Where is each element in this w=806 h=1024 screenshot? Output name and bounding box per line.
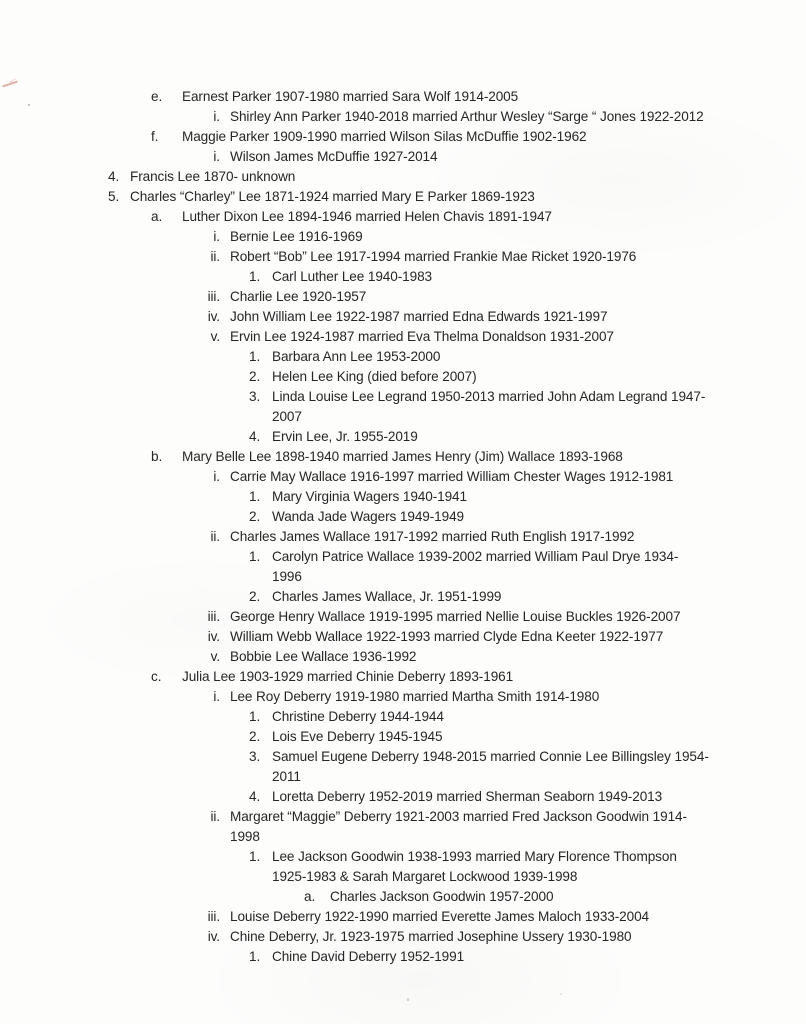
list-item (0, 647, 806, 667)
list-marker: ii. (210, 249, 220, 264)
list-marker: i. (213, 689, 220, 704)
list-item-line: Ervin Lee, Jr. 1955-2019 (272, 429, 418, 444)
list-item-text (230, 687, 599, 707)
list-item-text (272, 507, 464, 527)
list-marker: v. (210, 329, 220, 344)
list-item-text (230, 107, 704, 127)
list-marker: b. (151, 449, 163, 464)
list-marker: a. (304, 889, 316, 904)
list-marker: iv. (207, 309, 220, 324)
list-item-line: Lee Roy Deberry 1919-1980 married Martha Smith 1914-1980 (230, 689, 600, 704)
list-item (0, 127, 806, 147)
list-item-text (230, 287, 366, 307)
list-item-line: Wilson James McDuffie 1927-2014 (230, 149, 438, 164)
list-item (0, 147, 806, 167)
list-item-text (230, 627, 663, 647)
list-item (0, 207, 806, 227)
list-item-text (230, 247, 636, 267)
list-item-line: Carolyn Patrice Wallace 1939-2002 married William Paul Drye 1934- (272, 549, 679, 564)
list-item (0, 187, 806, 207)
list-item-line: Mary Virginia Wagers 1940-1941 (272, 489, 467, 504)
list-item (0, 627, 806, 647)
list-item-line: Chine David Deberry 1952-1991 (272, 949, 465, 964)
list-item (0, 687, 806, 707)
list-marker: 2. (249, 589, 261, 604)
list-marker: 1. (249, 849, 261, 864)
list-item-line: Carl Luther Lee 1940-1983 (272, 269, 432, 284)
list-marker: iii. (207, 289, 220, 304)
list-marker: 3. (249, 749, 261, 764)
list-item (0, 87, 806, 107)
list-item-line: George Henry Wallace 1919-1995 married Nellie Louise Buckles 1926-2007 (230, 609, 681, 624)
list-item-line: William Webb Wallace 1922-1993 married Clyde Edna Keeter 1922-1977 (230, 629, 664, 644)
list-item-line: Charlie Lee 1920-1957 (230, 289, 367, 304)
list-item-text (230, 607, 680, 627)
list-item (0, 707, 806, 727)
list-item-line: Robert “Bob” Lee 1917-1994 married Frankie Mae Ricket 1920-1976 (230, 249, 637, 264)
list-item-text (230, 467, 673, 487)
list-item-text (182, 127, 587, 147)
list-marker: 1. (249, 269, 261, 284)
list-item-line: Earnest Parker 1907-1980 married Sara Wolf 1914-2005 (182, 89, 519, 104)
list-marker: 4. (249, 429, 261, 444)
list-marker: 1. (249, 489, 261, 504)
list-marker: 1. (249, 709, 261, 724)
list-item-line: John William Lee 1922-1987 married Edna Edwards 1921-1997 (230, 309, 608, 324)
list-item-text (182, 207, 552, 227)
list-item-text (230, 647, 416, 667)
list-item-line: 2011 (272, 769, 301, 784)
list-item-text (130, 167, 295, 187)
list-item (0, 387, 806, 427)
list-item (0, 287, 806, 307)
list-item-text (272, 347, 440, 367)
list-marker: 4. (249, 789, 261, 804)
list-item (0, 427, 806, 447)
list-item-text (230, 927, 632, 947)
list-item-text (272, 547, 678, 587)
list-item-text (230, 147, 437, 167)
list-item-text (230, 327, 614, 347)
list-marker: iii. (207, 909, 220, 924)
list-marker: i. (213, 109, 220, 124)
list-marker: i. (213, 149, 220, 164)
list-item-text (330, 887, 553, 907)
list-marker: iii. (207, 609, 220, 624)
list-item (0, 787, 806, 807)
list-item (0, 747, 806, 787)
list-item-line: Lee Jackson Goodwin 1938-1993 married Mary Florence Thompson (272, 849, 677, 864)
list-item (0, 727, 806, 747)
list-item (0, 807, 806, 847)
list-item-text (182, 87, 518, 107)
list-item-line: Samuel Eugene Deberry 1948-2015 married Connie Lee Billingsley 1954- (272, 749, 709, 764)
list-item (0, 507, 806, 527)
list-item (0, 667, 806, 687)
list-item (0, 607, 806, 627)
list-item-line: 1998 (230, 829, 260, 844)
list-item-text (230, 227, 363, 247)
list-item-text (272, 487, 467, 507)
list-item (0, 267, 806, 287)
genealogy-outline-list (0, 87, 806, 967)
list-item-line: Christine Deberry 1944-1944 (272, 709, 444, 724)
list-item (0, 307, 806, 327)
list-item-line: Chine Deberry, Jr. 1923-1975 married Josephine Ussery 1930-1980 (230, 929, 632, 944)
scan-artifact-speck (407, 998, 409, 1001)
list-item (0, 447, 806, 467)
list-marker: a. (151, 209, 163, 224)
list-item (0, 327, 806, 347)
list-item (0, 887, 806, 907)
list-marker: 2. (249, 369, 261, 384)
list-item-line: Charles James Wallace, Jr. 1951-1999 (272, 589, 502, 604)
list-item (0, 547, 806, 587)
list-marker: 1. (249, 349, 261, 364)
list-item-text (272, 787, 662, 807)
list-item-line: Ervin Lee 1924-1987 married Eva Thelma Donaldson 1931-2007 (230, 329, 614, 344)
list-marker: iv. (207, 629, 220, 644)
list-item-text (272, 267, 432, 287)
list-item-text (182, 447, 623, 467)
list-item-line: Charles Jackson Goodwin 1957-2000 (330, 889, 554, 904)
list-marker: e. (151, 89, 163, 104)
list-marker: f. (151, 129, 159, 144)
list-item-text (272, 427, 418, 447)
list-item-line: Mary Belle Lee 1898-1940 married James Henry (Jim) Wallace 1893-1968 (182, 449, 623, 464)
list-marker: ii. (210, 809, 220, 824)
list-item-line: Louise Deberry 1922-1990 married Everette James Maloch 1933-2004 (230, 909, 650, 924)
list-item-line: Charles James Wallace 1917-1992 married Ruth English 1917-1992 (230, 529, 635, 544)
list-item-text (182, 667, 513, 687)
list-item-text (230, 807, 687, 847)
list-item-line: Julia Lee 1903-1929 married Chinie Deberry 1893-1961 (182, 669, 514, 684)
list-marker: 5. (108, 189, 120, 204)
list-item-line: Francis Lee 1870- unknown (130, 169, 296, 184)
list-item-text (272, 727, 442, 747)
list-item-line: 1925-1983 & Sarah Margaret Lockwood 1939-1998 (272, 869, 578, 884)
scan-artifact-speck (560, 993, 562, 995)
list-item (0, 487, 806, 507)
list-item (0, 247, 806, 267)
list-item-line: Barbara Ann Lee 1953-2000 (272, 349, 441, 364)
list-item-text (272, 947, 464, 967)
list-item-text (272, 387, 705, 427)
list-item-line: Linda Louise Lee Legrand 1950-2013 married John Adam Legrand 1947- (272, 389, 706, 404)
list-item-line: Charles “Charley” Lee 1871-1924 married Mary E Parker 1869-1923 (130, 189, 535, 204)
list-item (0, 227, 806, 247)
list-item-text (272, 587, 501, 607)
list-item (0, 947, 806, 967)
list-marker: 4. (108, 169, 120, 184)
list-item (0, 167, 806, 187)
list-item (0, 367, 806, 387)
list-item (0, 527, 806, 547)
list-item (0, 347, 806, 367)
list-marker: iv. (207, 929, 220, 944)
list-item-line: Maggie Parker 1909-1990 married Wilson Silas McDuffie 1902-1962 (182, 129, 587, 144)
list-item-line: 2007 (272, 409, 302, 424)
list-item-text (272, 707, 444, 727)
list-item-line: Luther Dixon Lee 1894-1946 married Helen Chavis 1891-1947 (182, 209, 552, 224)
list-item (0, 107, 806, 127)
list-marker: i. (213, 229, 220, 244)
list-marker: v. (210, 649, 220, 664)
list-item-line: Carrie May Wallace 1916-1997 married William Chester Wages 1912-1981 (230, 469, 674, 484)
list-item (0, 847, 806, 887)
list-item-line: Wanda Jade Wagers 1949-1949 (272, 509, 465, 524)
list-marker: c. (151, 669, 162, 684)
list-item-line: Margaret “Maggie” Deberry 1921-2003 married Fred Jackson Goodwin 1914- (230, 809, 687, 824)
list-item-text (272, 847, 677, 887)
list-item-line: Bernie Lee 1916-1969 (230, 229, 363, 244)
list-marker: 1. (249, 549, 261, 564)
list-item-text (230, 307, 607, 327)
list-marker: 2. (249, 729, 261, 744)
list-item-text (130, 187, 535, 207)
list-item-text (230, 907, 649, 927)
list-item-line: Loretta Deberry 1952-2019 married Sherman Seaborn 1949-2013 (272, 789, 663, 804)
list-item (0, 927, 806, 947)
list-marker: i. (213, 469, 220, 484)
list-marker: ii. (210, 529, 220, 544)
list-item-line: Helen Lee King (died before 2007) (272, 369, 477, 384)
list-item-line: 1996 (272, 569, 302, 584)
list-item (0, 587, 806, 607)
list-marker: 2. (249, 509, 261, 524)
list-marker: 3. (249, 389, 261, 404)
list-marker: 1. (249, 949, 261, 964)
list-item-line: Bobbie Lee Wallace 1936-1992 (230, 649, 417, 664)
list-item (0, 907, 806, 927)
list-item-text (272, 747, 709, 787)
list-item (0, 467, 806, 487)
list-item-line: Shirley Ann Parker 1940-2018 married Arthur Wesley “Sarge “ Jones 1922-2012 (230, 109, 704, 124)
list-item-text (230, 527, 634, 547)
list-item-text (272, 367, 477, 387)
list-item-line: Lois Eve Deberry 1945-1945 (272, 729, 443, 744)
